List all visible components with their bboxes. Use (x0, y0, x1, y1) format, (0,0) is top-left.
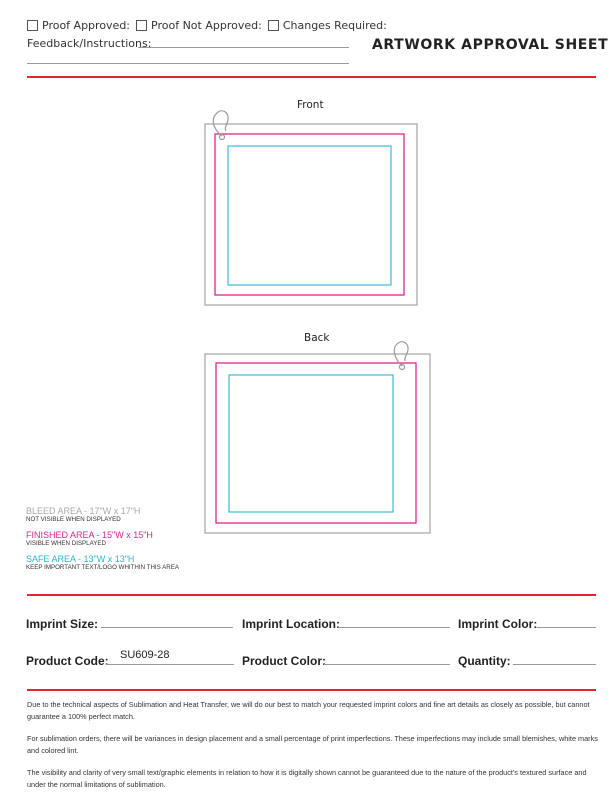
back-label: Back (304, 332, 330, 344)
product-code-field[interactable] (106, 664, 234, 665)
front-template (205, 111, 417, 305)
front-finished-area (215, 134, 404, 295)
imprint-size-field[interactable] (101, 627, 233, 628)
back-finished-area (216, 363, 416, 523)
quantity-label: Quantity: (458, 654, 511, 668)
changes-required-label: Changes Required: (282, 19, 387, 32)
imprint-location-label: Imprint Location: (242, 617, 340, 631)
safe-area-note: KEEP IMPORTANT TEXT/LOGO WHITHIN THIS AREA (26, 564, 179, 571)
imprint-size-label: Imprint Size: (26, 617, 99, 631)
proof-approved-label: Proof Approved: (42, 19, 131, 32)
disclaimer-paragraph-1: Due to the technical aspects of Sublimation and Heat Transfer, we will do our best to match your requested imprint colors and fine art details as closely as possible, but cannot guarantee a 100% perfect match. (27, 700, 590, 721)
product-color-label: Product Color: (242, 654, 326, 668)
fields-divider-top (27, 594, 596, 596)
proof-not-approved-label: Proof Not Approved: (151, 19, 262, 32)
imprint-color-field[interactable] (537, 627, 596, 628)
feedback-label: Feedback/Instructions: (27, 37, 152, 50)
product-color-field[interactable] (324, 664, 450, 665)
back-hook-icon (394, 342, 408, 370)
bleed-area-note: NOT VISIBLE WHEN DISPLAYED (26, 516, 121, 523)
legend (26, 506, 179, 571)
quantity-field[interactable] (513, 664, 596, 665)
page-title: ARTWORK APPROVAL SHEET (372, 37, 609, 53)
disclaimer-paragraph-2: For sublimation orders, there will be variances in design placement and a small percentage of print imperfections. These imperfections may include small blemishes, white marks and colored lint. (27, 734, 598, 755)
disclaimer-divider (27, 689, 596, 691)
imprint-color-label: Imprint Color: (458, 617, 538, 631)
back-bleed-area (205, 354, 430, 533)
back-template (205, 342, 430, 533)
bleed-area-label: BLEED AREA - 17"W x 17"H (26, 506, 141, 516)
imprint-location-field[interactable] (338, 627, 450, 628)
front-safe-area (228, 146, 391, 285)
back-safe-area (229, 375, 393, 512)
safe-area-label: SAFE AREA - 13"W x 13"H (26, 554, 135, 564)
finished-area-label: FINISHED AREA - 15"W x 15"H (26, 530, 153, 540)
product-code-value: SU609-28 (120, 649, 170, 661)
front-label: Front (297, 99, 324, 111)
finished-area-note: VISIBLE WHEN DISPLAYED (26, 540, 107, 547)
product-code-label: Product Code: (26, 654, 109, 668)
front-bleed-area (205, 124, 417, 305)
disclaimer-paragraph-3: The visibility and clarity of very small text/graphic elements in relation to how it is digitally shown cannot be guaranteed due to the nature of the product's textured surface and under the normal limitations of sublimation. (27, 768, 587, 789)
